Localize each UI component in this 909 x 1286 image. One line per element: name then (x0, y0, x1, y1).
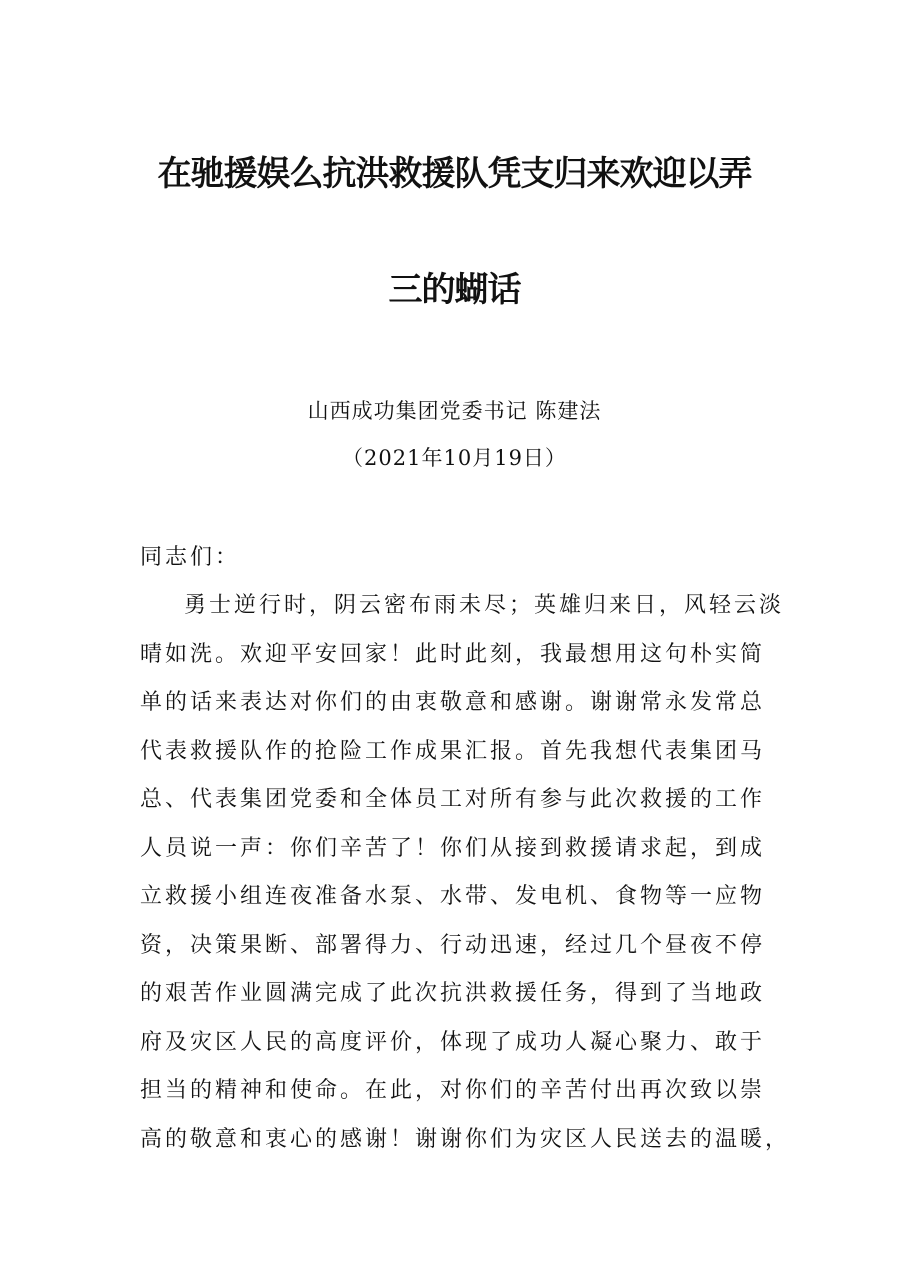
body-line: 立救援小组连夜准备水泵、水带、发电机、食物等一应物 (140, 884, 766, 909)
body-line: 晴如洗。欢迎平安回家！此时此刻，我最想用这句朴实简 (140, 642, 766, 667)
body-line: 总、代表集团党委和全体员工对所有参与此次救援的工作 (140, 787, 766, 812)
date-line: （2021年10月19日） (342, 446, 567, 470)
author-line: 山西成功集团党委书记 陈建法 (307, 399, 602, 423)
body-line: 高的敬意和衷心的感谢！谢谢你们为灾区人民送去的温暖， (140, 1127, 791, 1152)
body-line: 单的话来表达对你们的由衷敬意和感谢。谢谢常永发常总 (140, 690, 766, 715)
body-line: 府及灾区人民的高度评价，体现了成功人凝心聚力、敢于 (140, 1030, 766, 1055)
body-line: 勇士逆行时，阴云密布雨未尽；英雄归来日，风轻云淡 (184, 593, 785, 618)
body-line: 资，决策果断、部署得力、行动迅速，经过几个昼夜不停 (140, 933, 766, 958)
salutation: 同志们： (140, 545, 241, 570)
body-line: 代表救援队作的抢险工作成果汇报。首先我想代表集团马 (140, 739, 766, 764)
document-title-line-2: 三的蝴话 (388, 270, 521, 310)
document-title-line-1: 在驰援娱么抗洪救援队凭支归来欢迎以弄 (157, 154, 752, 194)
body-line: 担当的精神和使命。在此，对你们的辛苦付出再次致以崇 (140, 1078, 766, 1103)
body-line: 的艰苦作业圆满完成了此次抗洪救援任务，得到了当地政 (140, 981, 766, 1006)
body-line: 人员说一声：你们辛苦了！你们从接到救援请求起，到成 (140, 836, 766, 861)
